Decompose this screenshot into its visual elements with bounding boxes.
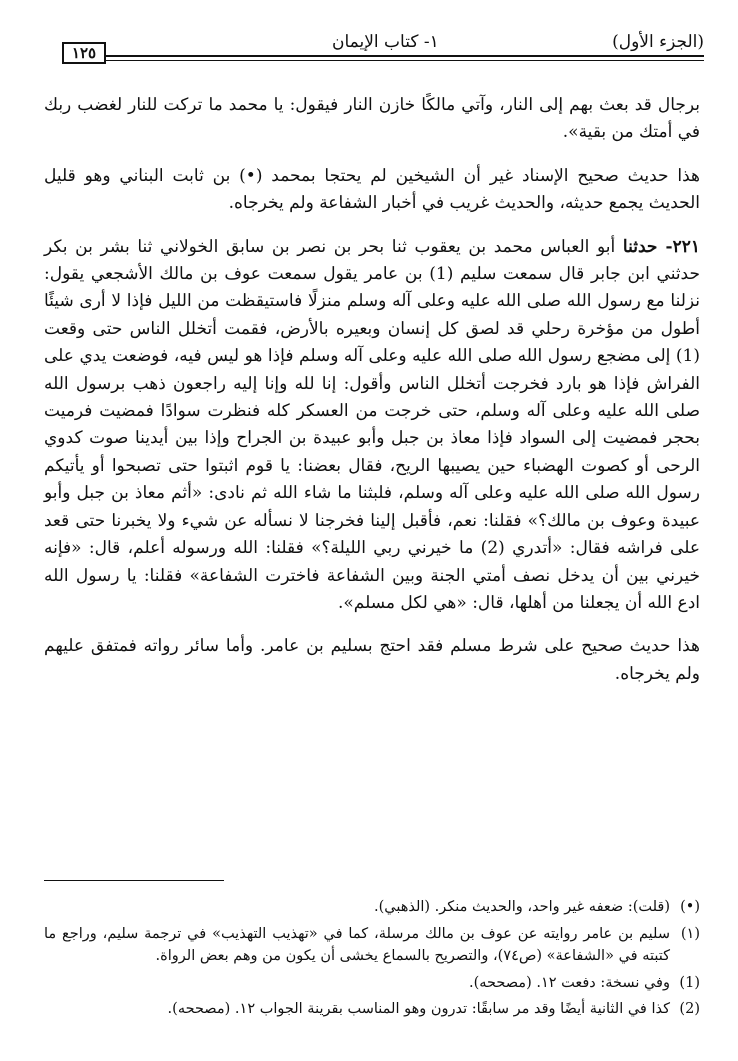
hadith-paragraph (44, 234, 700, 618)
footnote-mark: (•) (680, 899, 700, 915)
hadith-text: أبو العباس محمد بن يعقوب ثنا بحر بن نصر بن سابق الخولاني ثنا بشر بن بكر حدثني ابن جابر قال سمعت سليم (1) بن عامر يقول سمعت عوف بن مالك الأشجعي يقول: نزلنا مع رسول الله صلى الله عليه وعلى آله وسلم منزلًا فاستيقظت من الليل فإذا لا أرى شيئًا أطول من مؤخرة رحلي قد لصق كل إنسان وبعيره بالأرض، فقمت أتخلل الناس حتى وقعت (1) إلى مضجع رسول الله صلى الله عليه وعلى آله وسلم فإذا هو ليس فيه، فوضعت يدي على الفراش فإذا هو بارد فخرجت أتخلل الناس وأقول: إنا لله وإنا إليه راجعون ذهب برسول الله صلى الله عليه وعلى آله وسلم، حتى خرجت من العسكر كله فنظرت سوادًا فمضيت فرميت بحجر فمضيت إلى السواد فإذا معاذ بن جبل وأبو عبيدة بن الجراح وإذا بين أيدينا صوت كدوي الرحى أو كصوت الهضباء حين يصيبها الريح، فقال بعضنا: يا قوم اثبتوا حتى تصبحوا أو يأتيكم رسول الله صلى الله عليه وعلى آله وسلم، فلبثنا ما شاء الله ثم نادى: «أثم معاذ بن جبل وأبو عبيدة وعوف بن مالك؟» فقلنا: نعم، فأقبل إلينا فخرجنا لا نسأله عن شيء ولا يخبرنا حتى قعد على فراشه فقال: «أتدري (2) ما خيرني ربي الليلة؟» فقلنا: الله ورسوله أعلم، قال: «فإنه خيرني بين أن يدخل نصف أمتي الجنة وبين الشفاعة فاخترت الشفاعة» فقلنا: يا رسول الله ادع الله أن يجعلنا من أهلها، قال: «هي لكل مسلم». (44, 236, 700, 613)
footnote-text: (قلت): ضعفه غير واحد، والحديث منكر. (الذهبي). (373, 899, 670, 915)
paragraph: برجال قد بعث بهم إلى النار، وآتي مالكًا خازن النار فيقول: يا محمد ما تركت للنار لغضب ربك في أمتك من بقية». (44, 95, 700, 143)
paragraph: هذا حديث صحيح الإسناد غير أن الشيخين لم يحتجا بمحمد (•) بن ثابت البناني وهو قليل الحديث يجمع حديثه، والحديث غريب في أخبار الشفاعة ولم يخرجاه. (44, 165, 700, 214)
footnote-text: كذا في الثانية أيضًا وقد مر سابقًا: تدرون وهو المناسب بقرينة الجواب ١٢. (مصححه). (167, 1001, 670, 1017)
footnote (44, 896, 700, 919)
footnote (44, 972, 700, 995)
footnotes (44, 896, 700, 1025)
footnote-text: وفي نسخة: دفعت ١٢. (مصححه). (468, 974, 670, 991)
footnote-separator (44, 880, 224, 881)
chapter-title: ١- كتاب الإيمان (332, 32, 439, 52)
header-rule (106, 55, 704, 57)
hadith-number: ٢٢١- حدثنا (622, 236, 701, 257)
footnote-text: سليم بن عامر روايته عن عوف بن مالك مرسلة، كما في «تهذيب التهذيب» في ترجمة سليم، وراجع ما كتبته في «الشفاعة» (ص٧٤)، والتصريح بالسماع يخشى أن يكون من وهم بعض الرواة. (44, 925, 670, 964)
footnote-mark: (2) (679, 1001, 700, 1017)
footnote-mark: (1) (679, 974, 700, 991)
page-header (62, 32, 704, 68)
header-rule-thin (106, 60, 704, 61)
footnote-mark: (١) (680, 925, 700, 942)
main-text (44, 92, 700, 688)
paragraph: هذا حديث صحيح على شرط مسلم فقد احتج بسليم بن عامر. وأما سائر رواته فمتفق عليهم ولم يخرجاه. (44, 636, 700, 684)
footnote (44, 923, 700, 968)
part-label: (الجزء الأول) (612, 32, 704, 52)
page-number: ١٢٥ (62, 42, 106, 64)
footnote (44, 998, 700, 1021)
